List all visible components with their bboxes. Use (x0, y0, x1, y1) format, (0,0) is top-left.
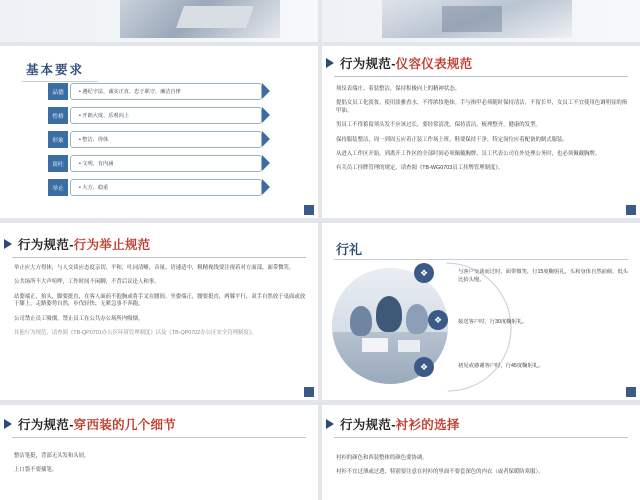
triangle-bullet-icon (4, 419, 12, 429)
paragraph: 男员工不得蓄留须头发不应该过长，要经常清洗，保持清洁，梳理整齐，健康的发型。 (336, 122, 541, 129)
requirement-row (48, 155, 270, 172)
corner-marker (626, 205, 636, 215)
requirement-label: 形象 (48, 131, 68, 148)
paragraph: 站姿端正，抬头，脚要挺直，在客人面前不抱胸或将手叉在腰间。坐姿端正，腰要挺直，两膝平行，双手自然放于桌面或放于膝上。走路姿势自然，步伐轻快、无紧急事不奔跑。 (14, 293, 306, 308)
slide-title: 行礼 (336, 242, 363, 257)
slide-body (336, 455, 628, 484)
slide-thumbnail-top-right[interactable] (322, 0, 640, 42)
slide-thumbnail-greeting-etiquette[interactable] (322, 223, 640, 400)
gift-icon: ❖ (414, 263, 434, 283)
gift-icon: ❖ (414, 357, 434, 377)
gift-icon: ❖ (428, 310, 448, 330)
slide-title: 基本要求 (26, 63, 85, 77)
paragraph: 公司禁止员工吸烟，禁止员工在公共办公场所内吸烟。 (14, 315, 144, 322)
header-divider (334, 76, 628, 77)
requirement-label: 谈吐 (48, 155, 68, 172)
paragraph: 提倡女员工化淡妆，使用淡雅香水，不得浓妆艳抹。手与指甲必须随时保持清洁，不留长甲，女员工不宜使用色调明显的指甲油。 (336, 100, 628, 114)
person-figure (350, 306, 372, 336)
corner-marker (626, 387, 636, 397)
slide-title: 行为规范-穿西装的几个细节 (18, 418, 177, 432)
paragraph: 衬衫的颜色和西装整体的颜色要协调。 (336, 455, 428, 461)
triangle-bullet-icon (4, 239, 12, 249)
paragraph: 有关员工挂牌管理的规定，请查阅《TB-WG0703员工挂牌管理制度》。 (336, 165, 504, 172)
requirement-text: • 整洁、得体 (70, 131, 262, 148)
requirement-text: • 遵纪守法、诚实正直、忠于职守、廉洁自律 (70, 83, 262, 100)
slide-thumbnail-behavior-standards[interactable] (0, 223, 318, 400)
slide-header (322, 415, 460, 433)
slide-title: 行为规范-仪容仪表规范 (340, 57, 473, 71)
etiquette-text: 接送客户时，行30度鞠躬礼。 (458, 319, 528, 325)
header-divider (334, 437, 628, 438)
slide-thumbnail-suit-details[interactable] (0, 405, 318, 500)
arrow-right-icon (262, 107, 270, 123)
triangle-bullet-icon (326, 419, 334, 429)
slide-thumbnail-shirt-selection[interactable] (322, 405, 640, 500)
slide-thumbnail-top-left[interactable] (0, 0, 318, 42)
requirement-label: 性格 (48, 107, 68, 124)
requirement-row (48, 107, 270, 124)
slide-header (322, 54, 472, 72)
requirement-row (48, 131, 270, 148)
title-underline (22, 81, 98, 82)
reference-note: 其他行为规范，请查阅《TB-QP0701办公区环境管理制度》以及《TB-QP0702办公区安全管理制度》。 (14, 330, 257, 337)
etiquette-text: 与客户交谈而过时，面带微笑，行15度鞠躬礼，头和身体自然前倾，低头比抬头慢。 (458, 269, 629, 283)
paragraph: 衬衫不宜过薄或过透，特别要注意在衬衫的里面不要套深色的内衣（或者保暖防寒服）。 (336, 469, 544, 476)
paragraph: 整洁笔挺，背部无头发和头屑。 (14, 453, 90, 459)
slide-thumbnail-basic-requirements[interactable] (0, 46, 318, 218)
arrow-right-icon (262, 83, 270, 99)
paragraph: 保持服装整洁，周一到周五应着正装工作场上班，鞋要保持干净，特定岗位应着配备的制式服装。 (336, 136, 568, 143)
slide-header (0, 235, 150, 253)
requirement-text: • 开朗大度、乐观向上 (70, 107, 262, 124)
office-photo-detail (176, 6, 254, 28)
requirement-label: 举止 (48, 179, 68, 196)
slide-header (0, 415, 176, 433)
slide-thumbnail-appearance-standards[interactable] (322, 46, 640, 218)
requirement-label: 品德 (48, 83, 68, 100)
triangle-bullet-icon (326, 58, 334, 68)
paragraph: 从进入工作区开始，到离开工作区的全部时间必须佩戴胸牌，员工代表公司在外处理公务时，也必须佩戴胸牌。 (336, 151, 601, 158)
paragraph: 上口袋不要插笔。 (14, 467, 58, 474)
header-divider (12, 437, 306, 438)
slide-body (14, 453, 306, 482)
header-divider (12, 257, 306, 258)
slide-body (336, 86, 628, 180)
header-divider (334, 259, 628, 260)
requirement-row (48, 179, 270, 196)
requirement-text: • 大方、稳重 (70, 179, 262, 196)
business-photo-detail (442, 6, 502, 32)
slide-title: 行为规范-行为举止规范 (18, 238, 151, 252)
slide-title: 行为规范-衬衫的选择 (340, 418, 460, 432)
requirement-row (48, 83, 270, 100)
requirement-text: • 文明、有内涵 (70, 155, 262, 172)
arrow-right-icon (262, 179, 270, 195)
etiquette-text: 初见或感谢客户时，行45度鞠躬礼。 (458, 363, 544, 369)
paragraph: 举止应大方得体，与人交谈应态度亲切、平和，吐词清晰，音量、语速适中，粗精视线要注视着对方面部，面带微笑。 (14, 265, 295, 271)
paragraph: 公共场所不大声喧哗，工作时间不闲聊，不背后议论人和事。 (14, 279, 160, 286)
slide-body (14, 265, 306, 344)
paragraph: 须仪表端庄、着装整洁，保持积极向上的精神状态。 (336, 86, 460, 92)
arrow-right-icon (262, 155, 270, 171)
corner-marker (304, 387, 314, 397)
corner-marker (304, 205, 314, 215)
arrow-right-icon (262, 131, 270, 147)
